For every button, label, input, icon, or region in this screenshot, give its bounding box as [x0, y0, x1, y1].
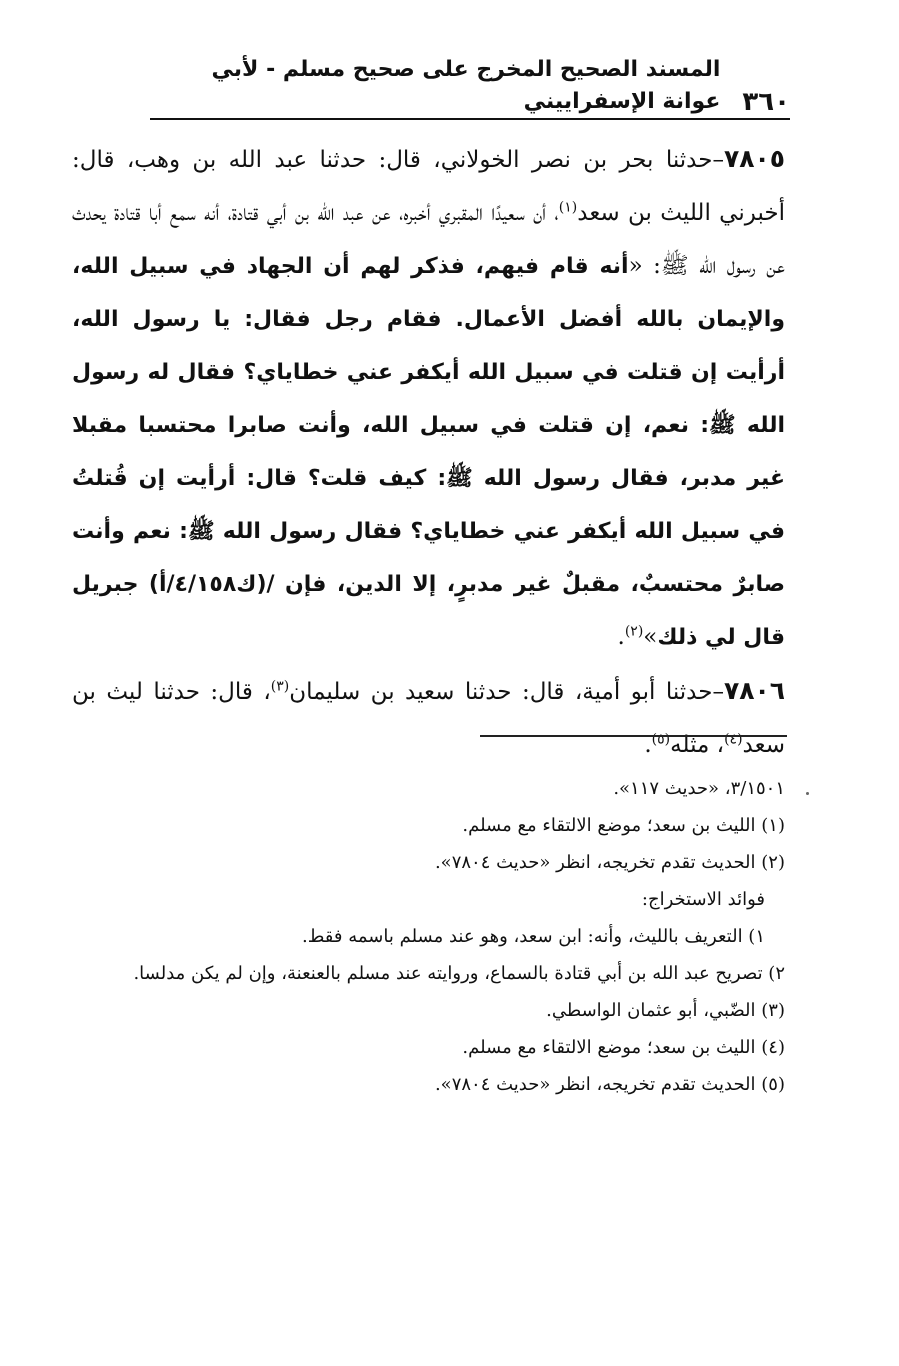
footnote-separator — [480, 735, 787, 737]
footnote-3: (٣) الضّبي، أبو عثمان الواسطي. — [546, 1000, 785, 1021]
footnote-5: (٥) الحديث تقدم تخريجه، انظر «حديث ٧٨٠٤». — [434, 1074, 785, 1095]
footnote-carryover: ٣/١٥٠١، «حديث ١١٧». — [613, 778, 785, 799]
footnote-ref[interactable]: (٤) — [724, 731, 743, 748]
hadith-7805 — [72, 132, 785, 664]
hadith-number: ٧٨٠٥ — [723, 144, 785, 173]
sentence-end: . — [644, 732, 652, 758]
isnad-text: ، قال: حدثنا ليث بن سعد — [72, 679, 785, 758]
sentence-end: . — [617, 624, 625, 650]
footnote-ref[interactable]: (٣) — [270, 678, 290, 695]
hadith-7806 — [72, 664, 785, 772]
footnote-1: (١) الليث بن سعد؛ موضع الالتقاء مع مسلم. — [462, 815, 785, 836]
footnote-ref[interactable]: (٢) — [624, 623, 644, 640]
fawaid-title: فوائد الاستخراج: — [641, 889, 765, 910]
footnotes — [72, 770, 785, 1103]
hadith-number: ٧٨٠٦ — [723, 676, 785, 705]
fawaid-item-1: ١) التعريف بالليث، وأنه: ابن سعد، وهو عند مسلم باسمه فقط. — [302, 926, 765, 947]
main-text — [72, 132, 785, 772]
page-number: ٣٦٠ — [742, 87, 790, 117]
footnote-ref[interactable]: (١) — [558, 199, 578, 216]
footnote-2: (٢) الحديث تقدم تخريجه، انظر «حديث ٧٨٠٤». — [434, 852, 785, 873]
isnad-text: ، أن سعيدًا المقبري أخبره، عن عبد الله بن أبي قتادة، أنه سمع أبا قتادة يحدث عن رسول الله ﷺ: « — [72, 200, 785, 279]
quote-close: » — [643, 624, 658, 650]
scan-speck — [806, 792, 809, 795]
isnad-text: –حدثنا أبو أمية، قال: حدثنا سعيد بن سليمان — [289, 679, 724, 705]
fawaid-item-2: ٢) تصريح عبد الله بن أبي قتادة بالسماع، وروايته عند مسلم بالعنعنة، وإن لم يكن مدلسا. — [133, 963, 785, 984]
isnad-text: ، مثله — [670, 732, 725, 758]
footnote-ref[interactable]: (٥) — [651, 731, 671, 748]
footnote-4: (٤) الليث بن سعد؛ موضع الالتقاء مع مسلم. — [462, 1037, 785, 1058]
matn-text: أنه قام فيهم، فذكر لهم أن الجهاد في سبيل الله، والإيمان بالله أفضل الأعمال. فقام رجل فقال: يا رسول الله، أرأيت إن قتلت في سبيل الله أيكفر عني خطاياي؟ فقال له رسول الله ﷺ: نعم، إن قتلت في سبيل الله، وأنت صابرا محتسبا مقبلا غير مدبر، فقال رسول الله ﷺ: كيف قلت؟ قال: أرأيت إن قُتلتُ في سبيل الله أيكفر عني خطاياي؟ فقال رسول الله ﷺ: نعم وأنت صابرٌ محتسبٌ، مقبلٌ غير مدبرٍ، إلا الدين، فإن /(ك٤/١٥٨/أ) جبريل قال لي ذلك — [72, 254, 785, 650]
header-rule — [150, 118, 790, 120]
page-header — [150, 57, 790, 118]
isnad-text: –حدثنا بحر بن نصر الخولاني، قال: حدثنا عبد الله بن وهب، قال: أخبرني الليث بن سعد — [72, 147, 785, 226]
running-title: المسند الصحيح المخرج على صحيح مسلم - لأبي عوانة الإسفراييني — [211, 57, 721, 114]
